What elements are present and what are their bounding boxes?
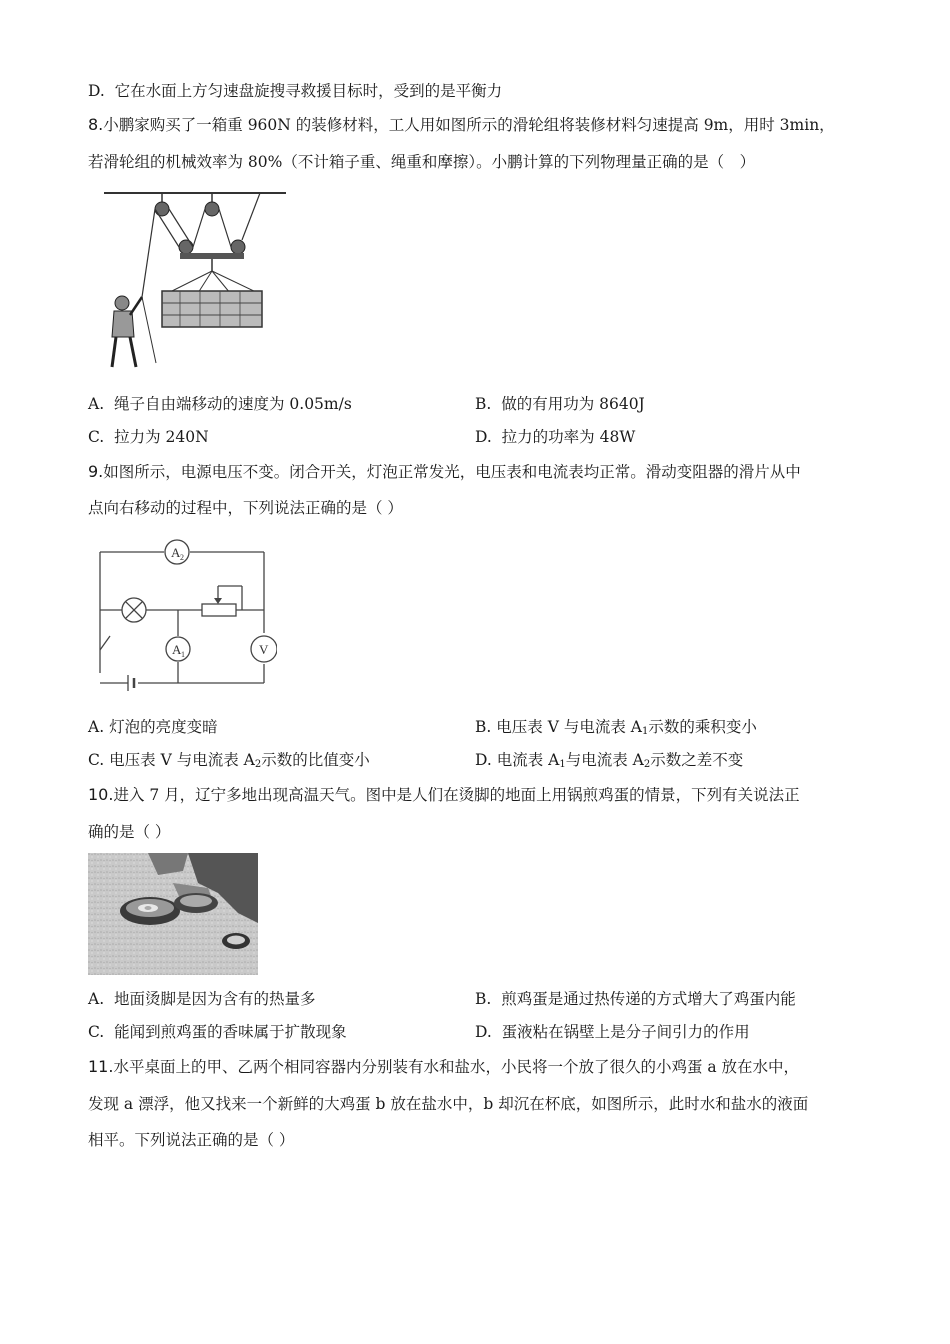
svg-text:2: 2 [180, 553, 184, 562]
ammeter-a1 [166, 637, 190, 661]
voltmeter-v [251, 636, 277, 662]
q11-line2: 发现 a 漂浮，他又找来一个新鲜的大鸡蛋 b 放在盐水中，b 却沉在杯底，如图所示，此时水和盐水的液面 [88, 1095, 809, 1113]
q8-line1: 8.小鹏家购买了一箱重 960N 的装修材料，工人用如图所示的滑轮组将装修材料匀速提高 9m，用时 3min， [88, 115, 835, 134]
q10-option-d[interactable]: D. 蛋液粘在锅壁上是分子间引力的作用 [475, 1023, 750, 1041]
q8-option-b[interactable]: B. 做的有用功为 8640J [475, 395, 645, 413]
q8-number: 8. [88, 115, 104, 134]
q9-option-a[interactable]: A. 灯泡的亮度变暗 [88, 718, 218, 736]
q9-line2: 点向右移动的过程中，下列说法正确的是（ ） [88, 499, 403, 517]
lamp-icon [122, 598, 146, 622]
q10-option-a[interactable]: A. 地面烫脚是因为含有的热量多 [88, 990, 316, 1008]
q11-number: 11. [88, 1057, 114, 1076]
q8-option-c[interactable]: C. 拉力为 240N [88, 428, 209, 446]
q9-number: 9. [88, 462, 104, 481]
q8-option-d[interactable]: D. 拉力的功率为 48W [475, 428, 636, 446]
q11-line1: 11.水平桌面上的甲、乙两个相同容器内分别装有水和盐水，小民将一个放了很久的小鸡蛋 a 放在水中， [88, 1057, 800, 1076]
q8-line2: 若滑轮组的机械效率为 80%（不计箱子重、绳重和摩擦）。小鹏计算的下列物理量正确的是（ ） [88, 153, 756, 171]
q11-line3: 相平。下列说法正确的是（ ） [88, 1131, 295, 1149]
slider-arrow-icon [214, 598, 222, 604]
circuit-figure [92, 538, 277, 698]
q10-number: 10. [88, 785, 114, 804]
prev-option-d: D. 它在水面上方匀速盘旋搜寻救援目标时，受到的是平衡力 [88, 82, 503, 100]
q10-option-b[interactable]: B. 煎鸡蛋是通过热传递的方式增大了鸡蛋内能 [475, 990, 796, 1008]
q9-option-d[interactable]: D. 电流表 $A_1$与电流表 $A_2$示数之差不变 [475, 751, 744, 770]
q10-line2: 确的是（ ） [88, 823, 171, 841]
svg-text:V: V [259, 642, 269, 657]
pulley-figure [100, 185, 290, 375]
q9-option-b[interactable]: B. 电压表 V 与电流表 $A_1$示数的乘积变小 [475, 718, 757, 737]
ammeter-a2 [165, 540, 189, 564]
q10-line1: 10.进入 7 月，辽宁多地出现高温天气。图中是人们在烫脚的地面上用锅煎鸡蛋的情景，下列有关说法正 [88, 785, 800, 804]
svg-text:A: A [172, 642, 182, 657]
svg-text:1: 1 [181, 650, 185, 659]
frying-egg-photo [88, 853, 258, 975]
svg-text:A: A [171, 545, 181, 560]
q9-option-c[interactable]: C. 电压表 V 与电流表 $A_2$示数的比值变小 [88, 751, 370, 770]
q10-option-c[interactable]: C. 能闻到煎鸡蛋的香味属于扩散现象 [88, 1023, 347, 1041]
q9-line1: 9.如图所示，电源电压不变。闭合开关，灯泡正常发光，电压表和电流表均正常。滑动变阻器的滑片从中 [88, 462, 801, 481]
q8-option-a[interactable]: A. 绳子自由端移动的速度为 0.05m/s [88, 395, 352, 413]
